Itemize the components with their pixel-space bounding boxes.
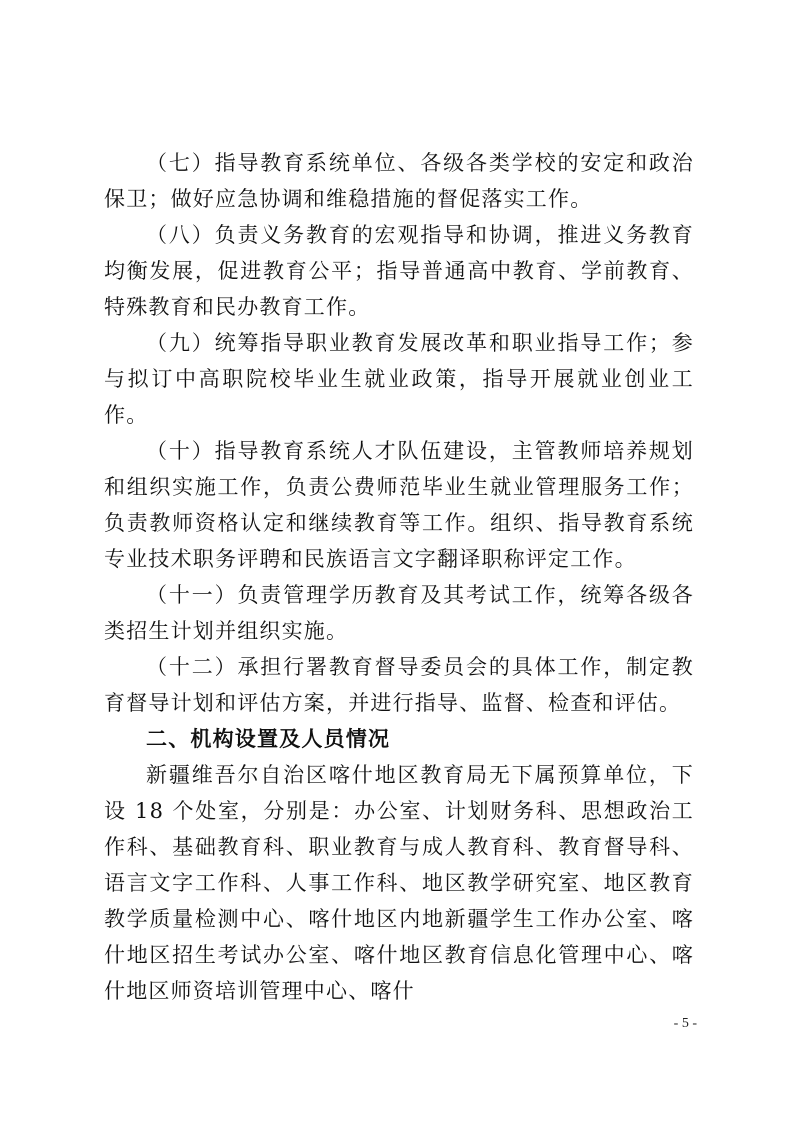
section-heading: 二、机构设置及人员情况 bbox=[146, 727, 391, 751]
section-paragraph: 新疆维吾尔自治区喀什地区教育局无下属预算单位，下设 18 个处室，分别是：办公室、计划财务科、思想政治工作科、基础教育科、职业教育与成人教育科、教育督导科、语言文字工作科、人事工作科、地区教学研究室、地区教育教学质量检测中心、喀什地区内地新疆学生工作办公室、喀什地区招生考试办公室、喀什地区教育信息化管理中心、喀什地区师资培训管理中心、喀什 bbox=[104, 763, 694, 1003]
paragraph-10: （十）指导教育系统人才队伍建设，主管教师培养规划和组织实施工作，负责公费师范毕业生就业管理服务工作；负责教师资格认定和继续教育等工作。组织、指导教育系统专业技术职务评聘和民族语言文字翻译职称评定工作。 bbox=[104, 439, 694, 571]
paragraph-11: （十一）负责管理学历教育及其考试工作，统筹各级各类招生计划并组织实施。 bbox=[104, 583, 694, 643]
paragraph-12: （十二）承担行署教育督导委员会的具体工作，制定教育督导计划和评估方案，并进行指导、监督、检查和评估。 bbox=[104, 655, 694, 715]
paragraph-8: （八）负责义务教育的宏观指导和协调，推进义务教育均衡发展，促进教育公平；指导普通高中教育、学前教育、特殊教育和民办教育工作。 bbox=[104, 223, 694, 319]
paragraph-9: （九）统筹指导职业教育发展改革和职业指导工作；参与拟订中高职院校毕业生就业政策，指导开展就业创业工作。 bbox=[104, 331, 694, 427]
paragraph-7: （七）指导教育系统单位、各级各类学校的安定和政治保卫；做好应急协调和维稳措施的督促落实工作。 bbox=[104, 151, 694, 211]
page-number: - 5 - bbox=[673, 1016, 697, 1031]
document-body bbox=[104, 145, 694, 1009]
